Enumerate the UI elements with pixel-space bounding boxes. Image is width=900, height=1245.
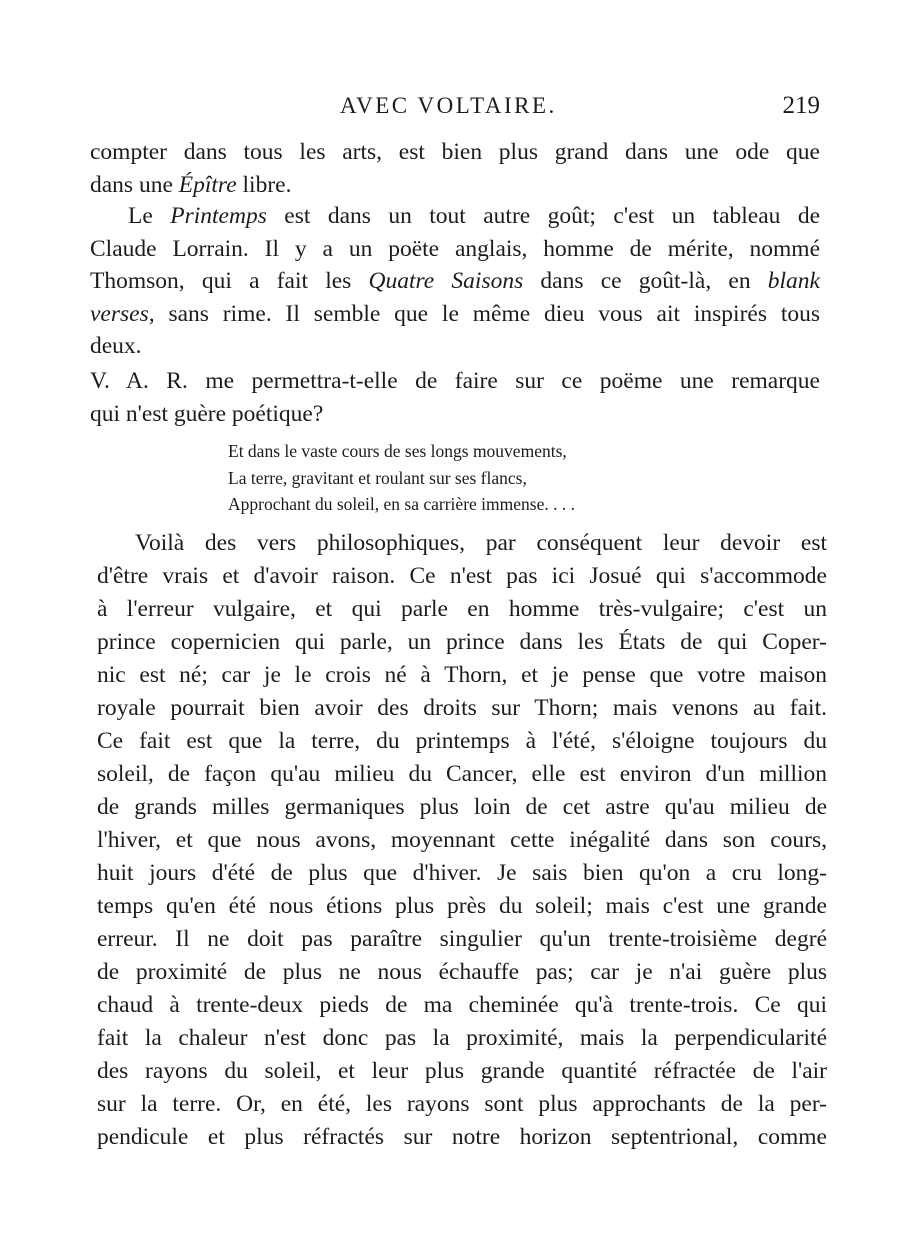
page-number: 219 [782,92,820,119]
text-line: huit jours d'été de plus que d'hiver. Je sais bien qu'on a cru long- [97,860,827,886]
running-title: AVEC VOLTAIRE. [340,93,557,118]
italic-title: Quatre Saisons [368,268,524,294]
running-head [0,88,900,124]
text-line: V. A. R. me permettra-t-elle de faire sur ce poëme une remarque [90,368,820,394]
italic-title: Épître [178,171,237,198]
text-line: qui n'est guère poétique? [90,400,324,427]
verse-line: Approchant du soleil, en sa carrière immense. . . . [228,494,575,514]
italic-term: blank [767,268,820,294]
text-line: erreur. Il ne doit pas paraître singulier qu'un trente-troisième degré [97,926,827,952]
text-line: verses, sans rime. Il semble que le même dieu vous ait inspirés tous [90,300,820,327]
verse-line: La terre, gravitant et roulant sur ses flancs, [228,467,527,488]
text-line: pendicule et plus réfractés sur notre horizon septentrional, comme [97,1124,827,1150]
verse-quotation [228,438,575,518]
text-line: de grands milles germaniques plus loin de cet astre qu'au milieu de [97,794,827,820]
text-line: sur la terre. Or, en été, les rayons sont plus approchants de la per- [97,1091,827,1117]
italic-term: verses, [90,300,155,327]
text-line: dans une Épître libre. [90,171,292,198]
paragraph-printemps [90,200,820,363]
text-line: prince copernicien qui parle, un prince dans les États de qui Coper- [97,629,827,655]
text-line: royale pourrait bien avoir des droits sur Thorn; mais venons au fait. [97,695,827,721]
text-line: l'hiver, et que nous avons, moyennant cette inégalité dans son cours, [97,827,827,853]
text-line: des rayons du soleil, et leur plus grande quantité réfractée de l'air [97,1058,827,1084]
text-line: Thomson, qui a fait les Quatre Saisons dans ce goût-là, en blank [90,268,820,294]
text-line: chaud à trente-deux pieds de ma cheminée qu'à trente-trois. Ce qui [97,992,827,1018]
paragraph-continuation [90,136,820,201]
text-line: soleil, de façon qu'au milieu du Cancer, elle est environ d'un million [97,761,827,787]
verse-line: Et dans le vaste cours de ses longs mouvements, [228,441,567,461]
text-line: de proximité de plus ne nous échauffe pas; car je n'ai guère plus [97,959,827,985]
paragraph-remarque [90,365,820,430]
text-line: Voilà des vers philosophiques, par conséquent leur devoir est [135,530,827,556]
paragraph-vers-philosophiques [97,527,827,1154]
text-line: temps qu'en été nous étions plus près du soleil; mais c'est une grande [97,893,827,919]
text-line: Claude Lorrain. Il y a un poëte anglais, homme de mérite, nommé [90,235,820,262]
text-line: compter dans tous les arts, est bien plus grand dans une ode que [90,139,820,165]
text-line: fait la chaleur n'est donc pas la proximité, mais la perpendicularité [97,1025,827,1051]
text-line: d'être vrais et d'avoir raison. Ce n'est pas ici Josué qui s'accommode [97,563,827,589]
italic-title: Printemps [170,203,267,229]
text-line: à l'erreur vulgaire, et qui parle en homme très-vulgaire; c'est un [97,596,827,622]
text-line: Ce fait est que la terre, du printemps à l'été, s'éloigne toujours du [97,728,827,754]
text-line: deux. [90,333,142,359]
text-line: nic est né; car je le crois né à Thorn, et je pense que votre maison [97,662,827,688]
text-line: Le Printemps est dans un tout autre goût; c'est un tableau de [128,203,821,229]
